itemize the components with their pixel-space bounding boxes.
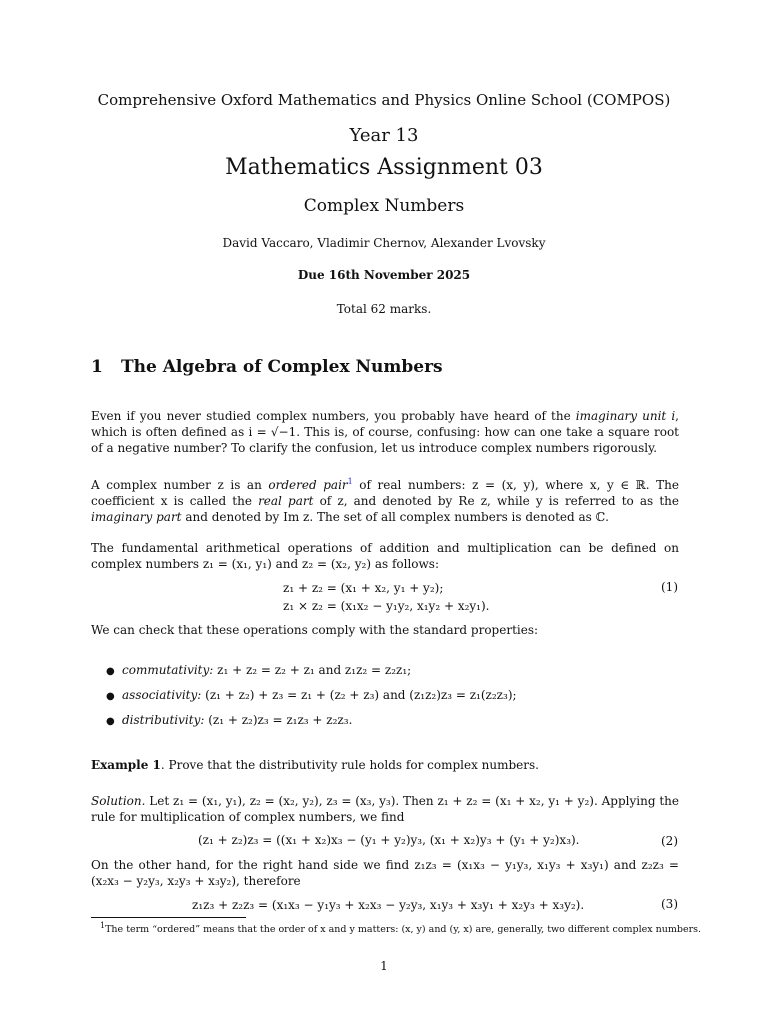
property-name: distributivity: (122, 713, 205, 727)
footnote-divider (91, 917, 246, 918)
emphasis: ordered pair (268, 478, 348, 492)
text: of z, and denoted by Re z, while y is referred to as the (313, 494, 680, 508)
solution-text: Let z₁ = (x₁, y₁), z₂ = (x₂, y₂), z₃ = (x₃, y₃). Then z₁ + z₂ = (x₁ + x₂, y₁ + y₂). Applying the rule for multiplication of complex numbers, we find (91, 794, 679, 824)
paragraph-definition (91, 474, 679, 525)
text: , which is often defined as i = √−1. This is, of course, confusing: how can one take a square root of a negative number? To clarify the confusion, let us introduce complex numbers rigorously. (91, 409, 679, 455)
assignment-subtitle: Complex Numbers (303, 196, 465, 216)
list-item (106, 662, 517, 687)
footnote-text: The term “ordered” means that the order of x and y matters: (x, y) and (y, x) are, generally, two different complex numbers. (105, 924, 702, 936)
solution-continuation: On the other hand, for the right hand side we find z₁z₃ = (x₁x₃ − y₁y₃, x₁y₃ + x₃y₁) and z₂z₃ = (x₂x₃ − y₂y₃, x₂y₃ + x₃y₂), therefore (91, 858, 679, 888)
property-text: (z₁ + z₂) + z₃ = z₁ + (z₂ + z₃) and (z₁z₂)z₃ = z₁(z₂z₃); (201, 688, 517, 702)
property-text: z₁ + z₂ = z₂ + z₁ and z₁z₂ = z₂z₁; (213, 663, 412, 677)
list-item (106, 687, 517, 712)
solution-paragraph (91, 793, 679, 825)
bullet-icon: ● (106, 691, 115, 702)
list-item (106, 712, 517, 737)
text: Even if you never studied complex numbers, you probably have heard of the (91, 409, 576, 423)
equation-addition: z₁ + z₂ = (x₁ + x₂, y₁ + y₂); (283, 581, 444, 595)
emphasis: real part (258, 494, 314, 508)
text: and denoted by Im z. The set of all complex numbers is denoted as ℂ. (181, 510, 609, 524)
equation-rhs: z₁z₃ + z₂z₃ = (x₁x₃ − y₁y₃ + x₂x₃ − y₂y₃, x₁y₃ + x₃y₁ + x₂y₃ + x₃y₂). (192, 898, 585, 912)
due-date: Due 16th November 2025 (297, 268, 471, 282)
example-label: Example 1 (91, 758, 161, 772)
bullet-icon: ● (106, 716, 115, 727)
emphasis: imaginary part (91, 510, 182, 524)
section-title: The Algebra of Complex Numbers (121, 357, 443, 377)
equation-number: (3) (661, 897, 678, 911)
page-number: 1 (380, 959, 388, 973)
properties-list (106, 662, 517, 737)
footnote-mark: 1 (100, 921, 106, 930)
section-heading (91, 357, 443, 377)
equation-number: (1) (661, 580, 678, 594)
paragraph-properties: We can check that these operations comply with the standard properties: (91, 623, 539, 637)
text: of real numbers: z = (x, y), where x, y ∈ ℝ. The coefficient x is called the (91, 478, 679, 508)
equation-lhs: (z₁ + z₂)z₃ = ((x₁ + x₂)x₃ − (y₁ + y₂)y₃, (x₁ + x₂)y₃ + (y₁ + y₂)x₃). (198, 833, 580, 847)
bullet-icon: ● (106, 666, 115, 677)
property-name: commutativity: (122, 663, 214, 677)
text: A complex number z is an (91, 478, 269, 492)
footnote-link[interactable]: 1 (347, 477, 353, 486)
example-heading (91, 758, 539, 772)
paragraph-intro (91, 408, 679, 456)
footnote (100, 921, 701, 935)
property-text: (z₁ + z₂)z₃ = z₁z₃ + z₂z₃. (204, 713, 353, 727)
property-name: associativity: (122, 688, 202, 702)
emphasis: imaginary unit i (575, 409, 676, 423)
section-number: 1 (91, 357, 103, 377)
solution-label: Solution. (91, 794, 146, 808)
paragraph-operations: The fundamental arithmetical operations of addition and multiplication can be defined on complex numbers z₁ = (x₁, y₁) and z₂ = (x₂, y₂) as follows: (91, 541, 679, 571)
equation-number: (2) (661, 834, 678, 848)
assignment-title: Mathematics Assignment 03 (225, 155, 543, 180)
year-label: Year 13 (349, 125, 419, 146)
school-name: Comprehensive Oxford Mathematics and Physics Online School (COMPOS) (97, 91, 671, 109)
authors: David Vaccaro, Vladimir Chernov, Alexander Lvovsky (222, 236, 546, 250)
equation-multiplication: z₁ × z₂ = (x₁x₂ − y₁y₂, x₁y₂ + x₂y₁). (283, 599, 490, 613)
total-marks: Total 62 marks. (336, 302, 432, 316)
example-text: . Prove that the distributivity rule holds for complex numbers. (160, 758, 539, 772)
